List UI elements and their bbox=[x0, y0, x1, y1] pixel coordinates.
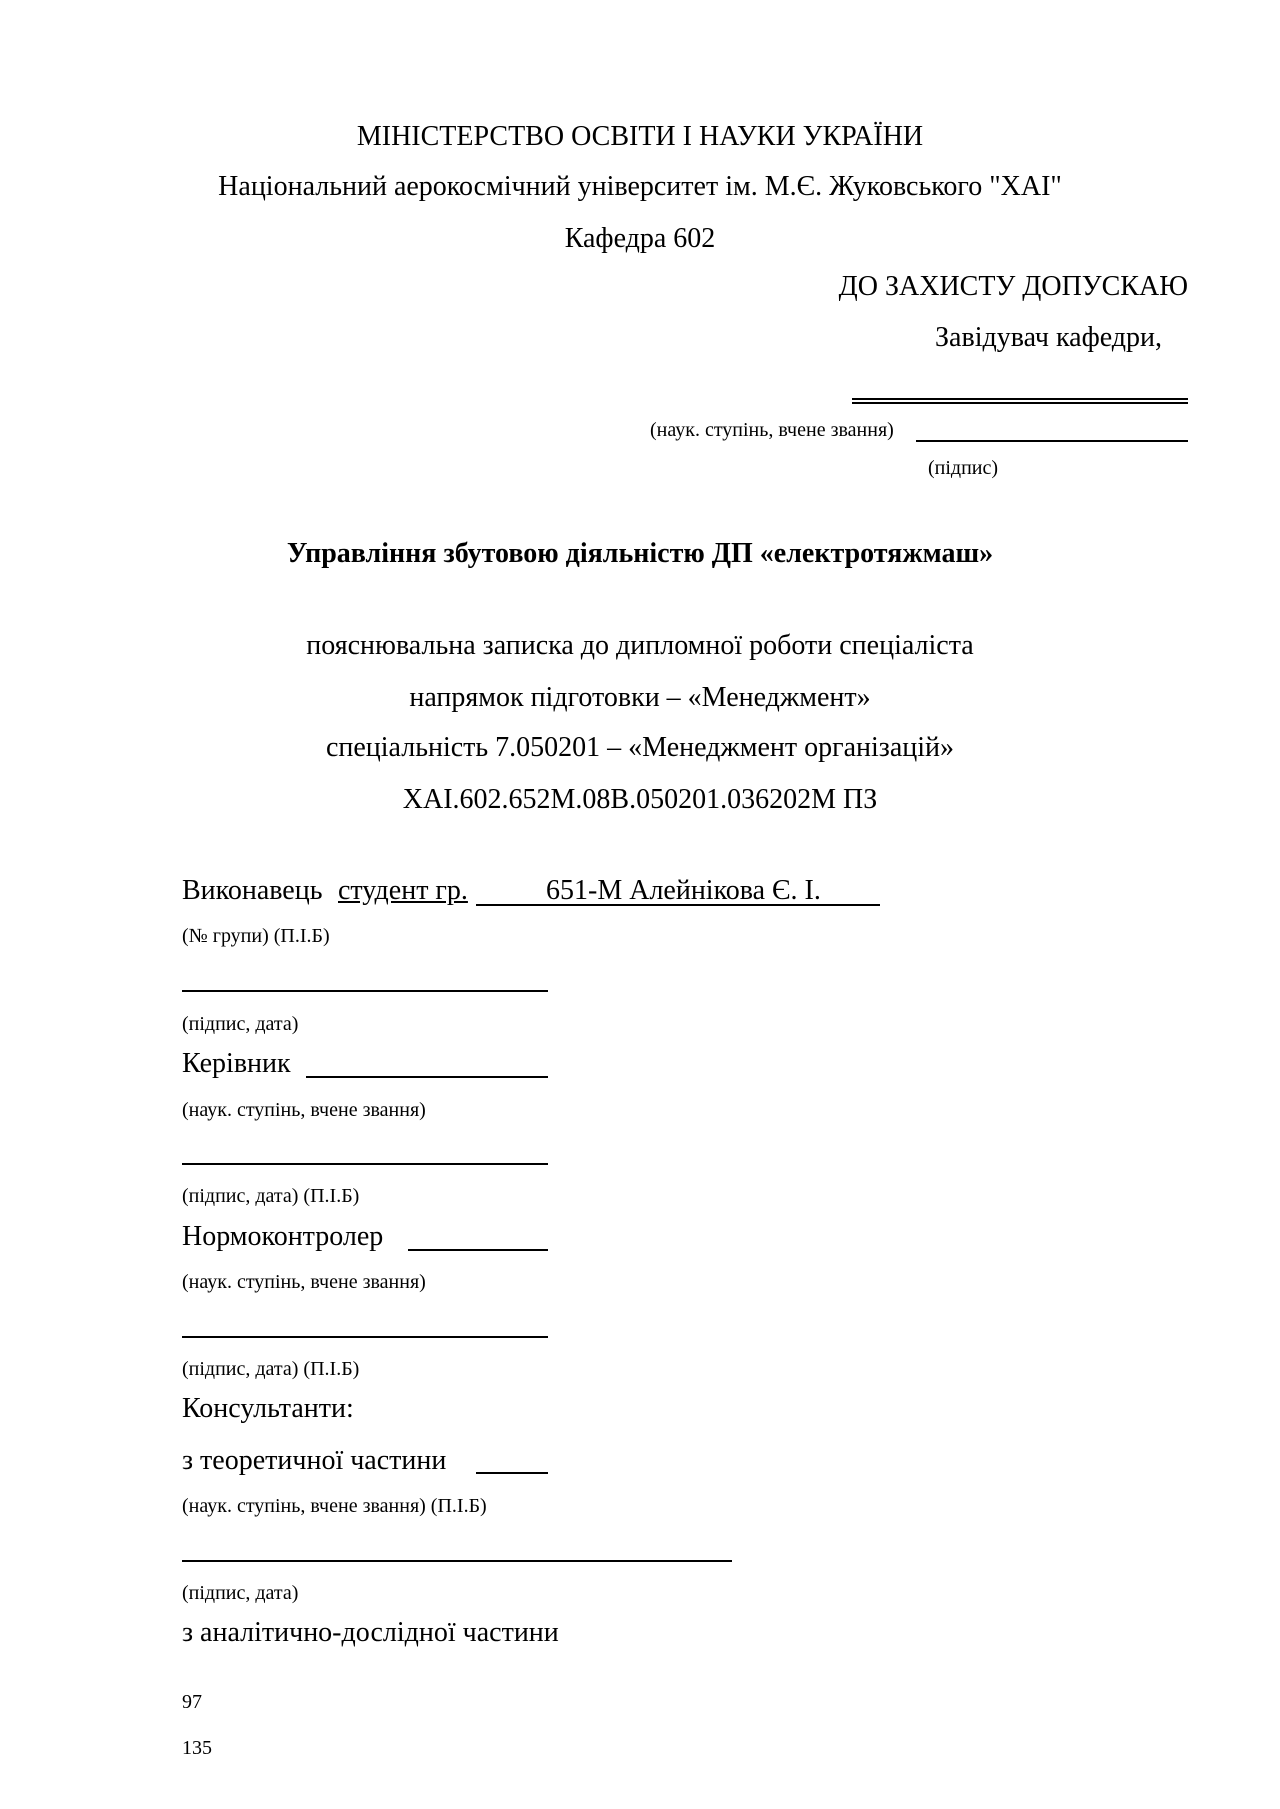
consultant-degree-caption: (наук. ступінь, вчене звання) (П.І.Б) bbox=[182, 1495, 487, 1517]
head-of-department-label: Завідувач кафедри, bbox=[935, 322, 1162, 353]
supervisor-signature-line bbox=[182, 1163, 548, 1165]
signature-caption: (підпис) bbox=[928, 457, 999, 479]
theoretical-part-label: з теоретичної частини bbox=[182, 1445, 447, 1476]
supervisor-line bbox=[306, 1076, 548, 1078]
consultant-signature-caption: (підпис, дата) bbox=[182, 1582, 299, 1604]
degree-line bbox=[916, 440, 1188, 442]
normcontroller-signature-line bbox=[182, 1336, 548, 1338]
thesis-title: Управління збутовою діяльністю ДП «електротяжмаш» bbox=[286, 538, 994, 569]
supervisor-label: Керівник bbox=[182, 1048, 291, 1079]
department-name: Кафедра 602 bbox=[564, 223, 716, 254]
description-line-1: пояснювальна записка до дипломної роботи спеціаліста bbox=[306, 630, 974, 661]
supervisor-degree-caption: (наук. ступінь, вчене звання) bbox=[182, 1099, 426, 1121]
supervisor-signature-caption: (підпис, дата) (П.І.Б) bbox=[182, 1185, 360, 1207]
executor-role: студент гр. bbox=[338, 875, 468, 906]
executor-label: Виконавець bbox=[182, 875, 323, 906]
description-line-2: напрямок підготовки – «Менеджмент» bbox=[409, 682, 871, 713]
normcontroller-signature-caption: (підпис, дата) (П.І.Б) bbox=[182, 1358, 360, 1380]
consultants-heading: Консультанти: bbox=[182, 1393, 354, 1424]
university-name: Національний аерокосмічний університет ім. М.Є. Жуковського "ХАІ" bbox=[218, 171, 1062, 202]
head-signature-line bbox=[852, 398, 1188, 400]
approval-heading: ДО ЗАХИСТУ ДОПУСКАЮ bbox=[838, 271, 1188, 302]
description-line-3: спеціальність 7.050201 – «Менеджмент організацій» bbox=[325, 732, 955, 763]
normcontroller-label: Нормоконтролер bbox=[182, 1221, 384, 1252]
executor-signature-caption: (підпис, дата) bbox=[182, 1013, 299, 1035]
page-number-97: 97 bbox=[182, 1691, 202, 1713]
theoretical-part-line bbox=[476, 1472, 548, 1474]
degree-caption: (наук. ступінь, вчене звання) bbox=[650, 419, 894, 441]
analytical-part-label: з аналітично-дослідної частини bbox=[182, 1617, 559, 1648]
executor-name: 651-М Алейнікова Є. І. bbox=[546, 875, 821, 906]
document-code: ХАІ.602.652М.08В.050201.036202М ПЗ bbox=[402, 784, 878, 815]
executor-underline bbox=[476, 904, 880, 906]
consultant-signature-line bbox=[182, 1560, 732, 1562]
normcontroller-line bbox=[408, 1249, 548, 1251]
executor-group-caption: (№ групи) (П.І.Б) bbox=[182, 925, 330, 947]
normcontroller-degree-caption: (наук. ступінь, вчене звання) bbox=[182, 1271, 426, 1293]
executor-signature-line bbox=[182, 990, 548, 992]
head-signature-line-double bbox=[852, 402, 1188, 404]
ministry-title: МІНІСТЕРСТВО ОСВІТИ І НАУКИ УКРАЇНИ bbox=[356, 121, 924, 152]
page-number-135: 135 bbox=[182, 1737, 212, 1759]
